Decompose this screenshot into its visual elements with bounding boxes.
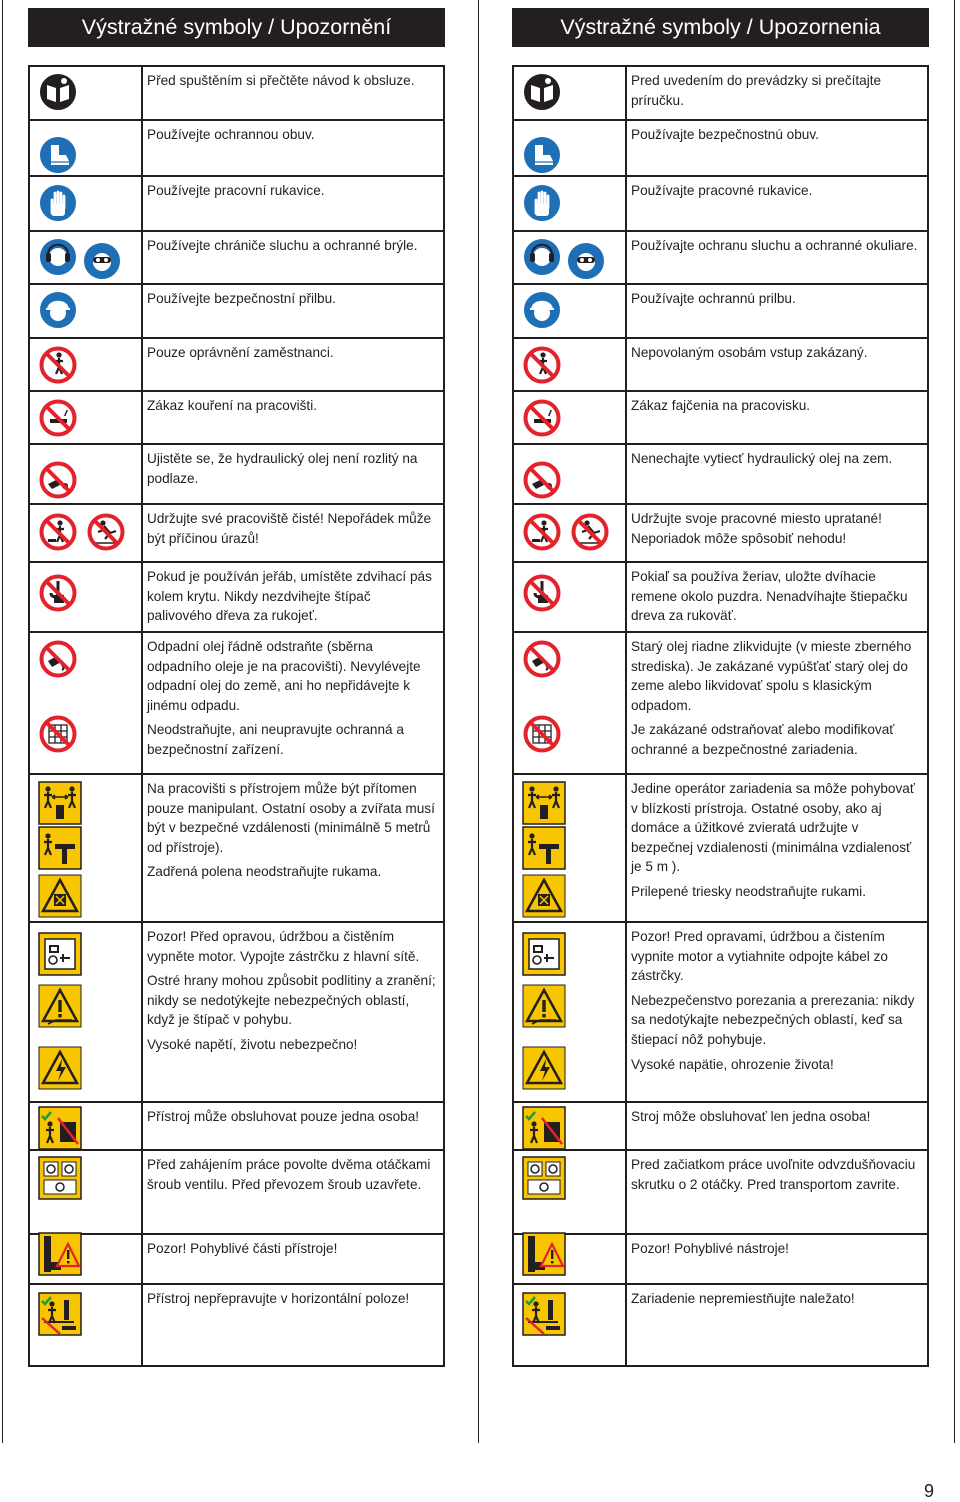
symbol-cell [30,339,143,390]
instruction-text: Zadřená polena neodstraňujte rukama. [147,864,382,880]
instruction-cell [143,633,443,773]
instruction-cell [143,445,443,503]
symbol-row [30,119,443,175]
instruction-text: Starý olej riadne zlikvidujte (v mieste zberného strediska). Je zakázané vypúšťať starý olej do zeme alebo likvidovať spolu s klasickým odpadom. [631,639,912,713]
instruction-text: Pozor! Pohyblivé nástroje! [631,1241,789,1256]
symbol-row [30,230,443,283]
one-person-operation-icon [38,1106,82,1150]
instruction-cell [627,775,927,921]
symbol-row [30,921,443,1101]
ear-protection-icon [38,237,78,277]
instruction-text: Udržujte své pracoviště čisté! Nepořádek může být příčinou úrazů! [147,511,432,546]
instruction-text: Přístroj může obsluhovat pouze jedna osoba! [147,1109,420,1124]
single-operator-icon [38,826,82,870]
instruction-text: Neodstraňujte, ani neupravujte ochranná a bezpečnostní zařízení. [147,722,404,757]
operator-distance-icon [522,781,566,825]
symbol-cell [514,1235,627,1283]
instruction-text: Pokud je používán jeřáb, umístěte zdvihací pás kolem krytu. Nikdy nezdvihejte štípač palivového dřeva za rukojeť. [147,569,432,624]
instruction-text: Vysoké napětí, životu nebezpečno! [147,1036,358,1052]
instruction-cell [627,505,927,561]
instruction-cell [143,1151,443,1233]
instruction-cell [627,67,927,119]
vent-screw-icon [38,1156,82,1200]
symbol-cell [30,67,143,119]
symbol-cell [514,923,627,1101]
instruction-cell [627,177,927,230]
instruction-cell [627,232,927,283]
symbol-cell [514,232,627,283]
no-unauthorized-persons-icon [38,345,78,385]
symbol-cell [514,445,627,503]
instruction-text: Zákaz fajčenia na pracovisku. [631,398,811,413]
one-person-operation-icon [522,1106,566,1150]
instruction-text: Pred začiatkom práce uvoľnite odvzdušňovaciu skrutku o 2 otáčky. Pred transportom zavrite. [631,1157,916,1192]
instruction-text: Jedine operátor zariadenia sa môže pohybovať v blízkosti prístroja. Ostatné osoby, ako aj domáce a úžitkové zvieratá udržujte v bezpečnej vzdialenosti (minimálna vzdialenosť je 5 m ). [631,781,915,875]
symbol-cell [30,445,143,503]
no-guard-removal-icon [522,714,562,754]
instruction-text: Prilepené triesky neodstraňujte rukami. [631,883,866,899]
symbol-row [514,1283,927,1365]
symbol-row [514,503,927,561]
symbol-cell [30,563,143,631]
symbol-row [514,283,927,337]
symbol-cell [514,775,627,921]
sharp-edges-icon [38,984,82,1028]
no-unauthorized-persons-icon [522,345,562,385]
symbol-cell [30,392,143,443]
symbol-cell [514,1285,627,1365]
instruction-text: Používejte ochrannou obuv. [147,127,315,142]
instruction-text: Odpadní olej řádně odstraňte (sběrna odpadního oleje je na pracovišti). Nevylévejte odpadní olej do země, ani ho nepřidávejte k jinému odpadu. [147,639,421,713]
czech-column [28,8,445,1367]
instruction-cell [143,285,443,337]
symbol-cell [514,1151,627,1233]
ear-protection-icon [522,237,562,277]
symbol-cell [30,923,143,1101]
symbol-row [514,1233,927,1283]
instruction-text: Pozor! Před opravou, údržbou a čistěním vypněte motor. Vypojte zástrčku z hlavní sítě. [147,929,420,964]
no-smoking-icon [38,398,78,438]
instruction-cell [143,392,443,443]
symbol-row [514,443,927,503]
high-voltage-icon [522,1046,566,1090]
instruction-text: Před spuštěním si přečtěte návod k obsluze. [147,73,415,88]
no-tripping-icon [522,512,562,552]
symbol-cell [30,1103,143,1149]
symbol-row [30,1149,443,1233]
work-gloves-icon [38,183,78,223]
instruction-cell [627,633,927,773]
symbol-row [514,773,927,921]
symbol-row [30,337,443,390]
symbol-row [30,631,443,773]
slovak-header: Výstražné symboly / Upozornenia [512,8,929,47]
instruction-text: Nebezpečenstvo porezania a prerezania: nikdy sa nedotýkajte nebezpečných oblastí, keď sa štiepací nôž pohybuje. [631,992,915,1047]
instruction-cell [627,1151,927,1233]
no-crane-hook-icon [522,573,562,613]
no-guard-removal-icon [38,714,78,754]
symbol-row [30,283,443,337]
instruction-cell [143,563,443,631]
unplug-before-service-icon [38,932,82,976]
symbol-cell [30,1151,143,1233]
instruction-text: Používajte ochranu sluchu a ochranné okuliare. [631,238,918,253]
instruction-cell [143,923,443,1101]
read-manual-icon [38,72,78,112]
symbol-cell [30,633,143,773]
symbol-cell [514,339,627,390]
symbol-row [514,1101,927,1149]
symbol-row [514,175,927,230]
symbol-cell [30,177,143,230]
no-oil-spill-icon [38,460,78,500]
sharp-edges-icon [522,984,566,1028]
no-smoking-icon [522,398,562,438]
symbol-row [514,921,927,1101]
instruction-text: Nenechajte vytiecť hydraulický olej na zem. [631,451,893,466]
instruction-cell [627,445,927,503]
symbol-row [514,631,927,773]
symbol-row [30,1233,443,1283]
instruction-text: Používajte pracovné rukavice. [631,183,813,198]
czech-header: Výstražné symboly / Upozornění [28,8,445,47]
instruction-text: Používajte bezpečnostnú obuv. [631,127,819,142]
symbol-row [30,773,443,921]
safety-helmet-icon [38,290,78,330]
read-manual-icon [522,72,562,112]
instruction-text: Je zakázané odstraňovať alebo modifikovať ochranné a bezpečnostné zariadenia. [631,722,895,757]
symbol-cell [514,285,627,337]
symbol-row [514,230,927,283]
no-oil-dumping-icon [38,639,78,679]
instruction-cell [627,563,927,631]
vent-screw-icon [522,1156,566,1200]
instruction-text: Vysoké napätie, ohrozenie života! [631,1056,834,1072]
moving-parts-icon [38,1232,82,1276]
symbol-cell [514,67,627,119]
safety-helmet-icon [522,290,562,330]
instruction-text: Pozor! Pohyblivé části přístroje! [147,1241,338,1256]
symbol-cell [514,563,627,631]
instruction-cell [627,1103,927,1149]
instruction-cell [143,1235,443,1283]
symbol-cell [30,1285,143,1365]
symbol-row [514,390,927,443]
instruction-cell [143,232,443,283]
safety-goggles-icon [566,241,606,281]
instruction-text: Pokiaľ sa používa žeriav, uložte dvíhacie remene okolo puzdra. Nenadvíhajte štiepačku dreva za rukoväť. [631,569,908,624]
symbol-cell [514,121,627,175]
high-voltage-icon [38,1046,82,1090]
slovak-symbol-table [512,65,929,1367]
no-crane-hook-icon [38,573,78,613]
work-gloves-icon [522,183,562,223]
instruction-text: Používajte ochrannú prilbu. [631,291,796,306]
instruction-cell [143,67,443,119]
single-operator-icon [522,826,566,870]
instruction-cell [627,285,927,337]
symbol-cell [30,232,143,283]
symbol-cell [30,505,143,561]
symbol-row [514,67,927,119]
no-tripping-icon [38,512,78,552]
instruction-cell [143,1103,443,1149]
instruction-text: Používejte pracovní rukavice. [147,183,325,198]
symbol-row [514,337,927,390]
symbol-cell [30,1235,143,1283]
no-oil-dumping-icon [522,639,562,679]
instruction-cell [143,177,443,230]
instruction-text: Na pracovišti s přístrojem může být přítomen pouze manipulant. Ostatní osoby a zvířata musí být v bezpečné vzdálenosti (minimálně 5 metrů od přístroje). [147,781,435,855]
symbol-row [514,1149,927,1233]
operator-distance-icon [38,781,82,825]
instruction-text: Zákaz kouření na pracovišti. [147,398,318,413]
czech-symbol-table [28,65,445,1367]
instruction-text: Udržujte svoje pracovné miesto upratané! Neporiadok môže spôsobiť nehodu! [631,511,882,546]
symbol-cell [514,177,627,230]
instruction-text: Používejte bezpečnostní přilbu. [147,291,336,306]
symbol-row [30,503,443,561]
symbol-cell [30,285,143,337]
instruction-text: Ostré hrany mohou způsobit podlitiny a zranění; nikdy se nedotýkejte nebezpečných oblastí, když je štípač v pohybu. [147,973,436,1028]
safety-boots-icon [38,135,78,175]
symbol-cell [514,1103,627,1149]
instruction-cell [627,1235,927,1283]
safety-goggles-icon [82,241,122,281]
symbol-cell [30,121,143,175]
symbol-row [30,443,443,503]
instruction-text: Přístroj nepřepravujte v horizontální poloze! [147,1291,410,1306]
symbol-row [30,390,443,443]
symbol-cell [30,775,143,921]
slovak-column [512,8,929,1367]
instruction-text: Pouze oprávnění zaměstnanci. [147,345,334,360]
instruction-text: Před zahájením práce povolte dvěma otáčkami šroub ventilu. Před převozem šroub uzavřete. [147,1157,431,1192]
page-number: 9 [923,1481,934,1501]
instruction-text: Stroj môže obsluhovať len jedna osoba! [631,1109,871,1124]
moving-parts-icon [522,1232,566,1276]
symbol-cell [514,505,627,561]
symbol-row [30,1283,443,1365]
instruction-cell [143,505,443,561]
jammed-log-icon [38,874,82,918]
transport-upright-icon [38,1292,82,1336]
unplug-before-service-icon [522,932,566,976]
page-divider-center [478,0,479,1443]
no-slipping-icon [570,512,610,552]
instruction-cell [143,1285,443,1365]
jammed-log-icon [522,874,566,918]
instruction-cell [143,121,443,175]
no-oil-spill-icon [522,460,562,500]
instruction-cell [143,339,443,390]
instruction-text: Pozor! Pred opravami, údržbou a čistením vypnite motor a vytiahnite odpojte kábel zo zástrčky. [631,929,888,984]
symbol-cell [514,633,627,773]
instruction-text: Zariadenie nepremiestňujte naležato! [631,1291,855,1306]
transport-upright-icon [522,1292,566,1336]
instruction-cell [627,121,927,175]
instruction-text: Ujistěte se, že hydraulický olej není rozlitý na podlaze. [147,451,418,486]
symbol-row [30,67,443,119]
instruction-text: Pred uvedením do prevádzky si prečítajte príručku. [631,73,882,108]
symbol-row [30,1101,443,1149]
page-divider-left [2,0,3,1443]
symbol-row [30,561,443,631]
symbol-row [30,175,443,230]
symbol-row [514,561,927,631]
instruction-cell [627,339,927,390]
instruction-cell [627,1285,927,1365]
symbol-row [514,119,927,175]
instruction-cell [627,923,927,1101]
instruction-cell [627,392,927,443]
no-slipping-icon [86,512,126,552]
instruction-cell [143,775,443,921]
page-divider-right [954,0,955,1443]
safety-boots-icon [522,135,562,175]
symbol-cell [514,392,627,443]
instruction-text: Používejte chrániče sluchu a ochranné brýle. [147,238,418,253]
instruction-text: Nepovolaným osobám vstup zakázaný. [631,345,868,360]
